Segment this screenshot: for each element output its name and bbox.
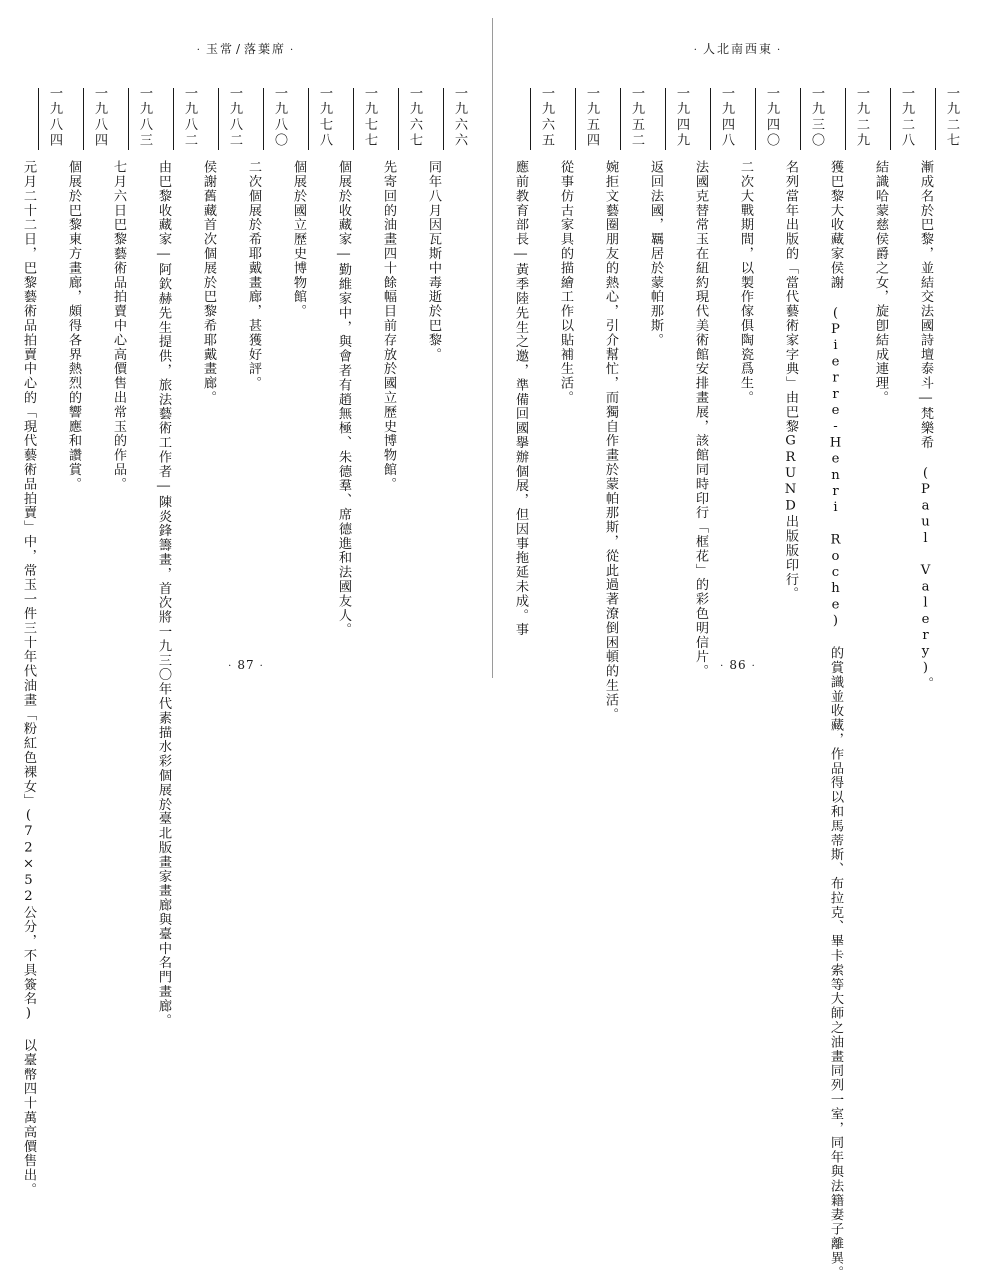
entry-year: 一九三〇 [809,86,824,149]
running-head-dot-left: · [196,45,202,56]
folio-number: 87 [237,658,255,672]
left-page-running-head [0,40,492,57]
chronology-entry [688,86,734,679]
entry-rule [173,88,174,150]
folio-number: 86 [729,658,747,672]
entry-rule [530,88,531,150]
entry-text: 元月二十二日，巴黎藝術品拍賣中心的「現代藝術品拍賣」中，常玉一件三十年代油畫「粉紅色裸女」(72×52公分，不具簽名) 以臺幣四十萬高價售出。 [21,160,36,1197]
entry-text: 二次個展於希耶戴畫廊，甚獲好評。 [246,160,261,391]
entry-text: 先寄回的油畫四十餘幅目前存放於國立歷史博物館。 [381,160,396,492]
entry-year: 一九六七 [407,86,422,149]
entry-year: 一九八三 [137,86,152,149]
folio-dot-right: · [751,661,756,672]
chronology-entry [598,86,644,722]
entry-year: 一九二七 [944,86,959,149]
chronology-entry [733,86,778,634]
entry-year: 一九四〇 [764,86,779,149]
entry-text: 名列當年出版的「當代藝術家字典」由巴黎GRUND出版版印行。 [783,160,798,601]
left-page-folio [0,658,492,672]
entry-text: 法國克替常玉在紐約現代美術館安排畫展，該館同時印行「框花」的彩色明信片。 [693,160,708,679]
entry-rule [755,88,756,150]
chronology-entry [508,86,554,637]
running-head-dot-right: · [777,45,783,56]
entry-rule [38,88,39,150]
entry-rule [443,88,444,150]
entry-rule [263,88,264,150]
entry-rule [800,88,801,150]
entry-year: 一九八〇 [272,86,287,149]
entry-text: 應前教育部長―黃季陸先生之邀，準備回國擧辦個展，但因事拖延未成。事 [513,160,528,637]
entry-text: 婉拒文藝圈朋友的熱心，引介幫忙，而獨自作畫於蒙帕那斯，從此過著潦倒困頓的生活。 [603,160,618,722]
chronology-entry [61,86,106,634]
entry-text: 侯謝舊藏首次個展於巴黎希耶戴畫廊。 [201,160,216,405]
folio-dot-right: · [259,661,264,672]
running-head-separator: / [235,42,243,56]
chronology-entry [868,86,913,634]
entry-year: 一九二九 [854,86,869,149]
entry-year: 一九五二 [629,86,644,149]
entry-text: 結識哈蒙慈侯爵之女，旋卽結成連理。 [873,160,888,405]
entry-rule [218,88,219,150]
entry-text: 個展於國立歷史博物館。 [291,160,306,319]
entry-text: 個展於巴黎東方畫廊，頗得各界熱烈的響應和讚賞。 [66,160,81,492]
entry-rule [575,88,576,150]
running-head-dot-left: · [693,45,699,56]
entry-rule [845,88,846,150]
entry-text: 漸成名於巴黎，並結交法國詩壇泰斗―梵樂希 (Paul Valery)。 [918,160,933,691]
entry-year: 一九八四 [92,86,107,149]
chronology-entry [151,86,197,1028]
entry-year: 一九六五 [539,86,554,149]
entry-rule [710,88,711,150]
entry-year: 一九五四 [584,86,599,149]
right-page-running-head [492,40,984,57]
entry-rule [935,88,936,150]
entry-rule [308,88,309,150]
entry-year: 一九四九 [674,86,689,149]
chronology-entry [16,86,62,1197]
entry-year: 一九八四 [47,86,62,149]
entry-year: 一九八二 [182,86,197,149]
entry-rule [128,88,129,150]
folio-dot-left: · [228,661,233,672]
entry-year: 一九八二 [227,86,242,149]
entry-rule [83,88,84,150]
chronology-entry [823,86,869,1280]
chronology-entry [376,86,421,634]
chronology-entry [778,86,823,634]
entry-text: 獲巴黎大收藏家侯謝 (Pierre-Henri Roche) 的賞識並收藏，作品得以和馬蒂斯、布拉克、畢卡索等大師之油畫同列一室，同年與法籍妻子離異。 [828,160,843,1280]
chronology-entry [331,86,377,637]
running-head-right-title: 落葉席 [244,42,287,56]
entry-rule [398,88,399,150]
chronology-entry [196,86,241,634]
entry-text: 七月六日巴黎藝術品拍賣中心高價售出常玉的作品。 [111,160,126,492]
entry-rule [353,88,354,150]
entry-year: 一九四八 [719,86,734,149]
entry-text: 同年八月因瓦斯中毒逝於巴黎。 [426,160,441,362]
running-head-dot-right: · [290,45,296,56]
entry-text: 返回法國，羈居於蒙帕那斯。 [648,160,663,348]
chronology-entry [106,86,151,634]
entry-year: 一九七八 [317,86,332,149]
entry-year: 一九七七 [362,86,377,149]
right-page [492,0,984,1280]
chronology-entry [421,86,466,634]
chronology-entry [913,86,959,691]
chronology-entry [643,86,688,634]
entry-text: 由巴黎收藏家―阿欽赫先生提供，旅法藝術工作者―陳炎鋒籌畫，首次將一九三〇年代素描水彩個展於臺北版畫家畫廊與臺中名門畫廊。 [156,160,171,1028]
running-head-title: 人北南西東 [702,42,773,56]
left-page [0,0,492,1197]
entry-rule [890,88,891,150]
running-head-left-title: 玉常 [205,42,234,56]
entry-text: 從事仿古家具的描繪工作以貼補生活。 [558,160,573,405]
chronology-entry [286,86,331,634]
entry-year: 一九六六 [452,86,467,149]
chronology-entry [241,86,286,634]
entry-rule [620,88,621,150]
entry-rule [665,88,666,150]
entry-text: 個展於收藏家―勤維家中，與會者有趙無極、朱德羣、席德進和法國友人。 [336,160,351,637]
entry-year: 一九二八 [899,86,914,149]
folio-dot-left: · [720,661,725,672]
chronology-entry [553,86,598,634]
right-page-folio [492,658,984,672]
entry-text: 二次大戰期間，以製作傢俱陶瓷爲生。 [738,160,753,405]
